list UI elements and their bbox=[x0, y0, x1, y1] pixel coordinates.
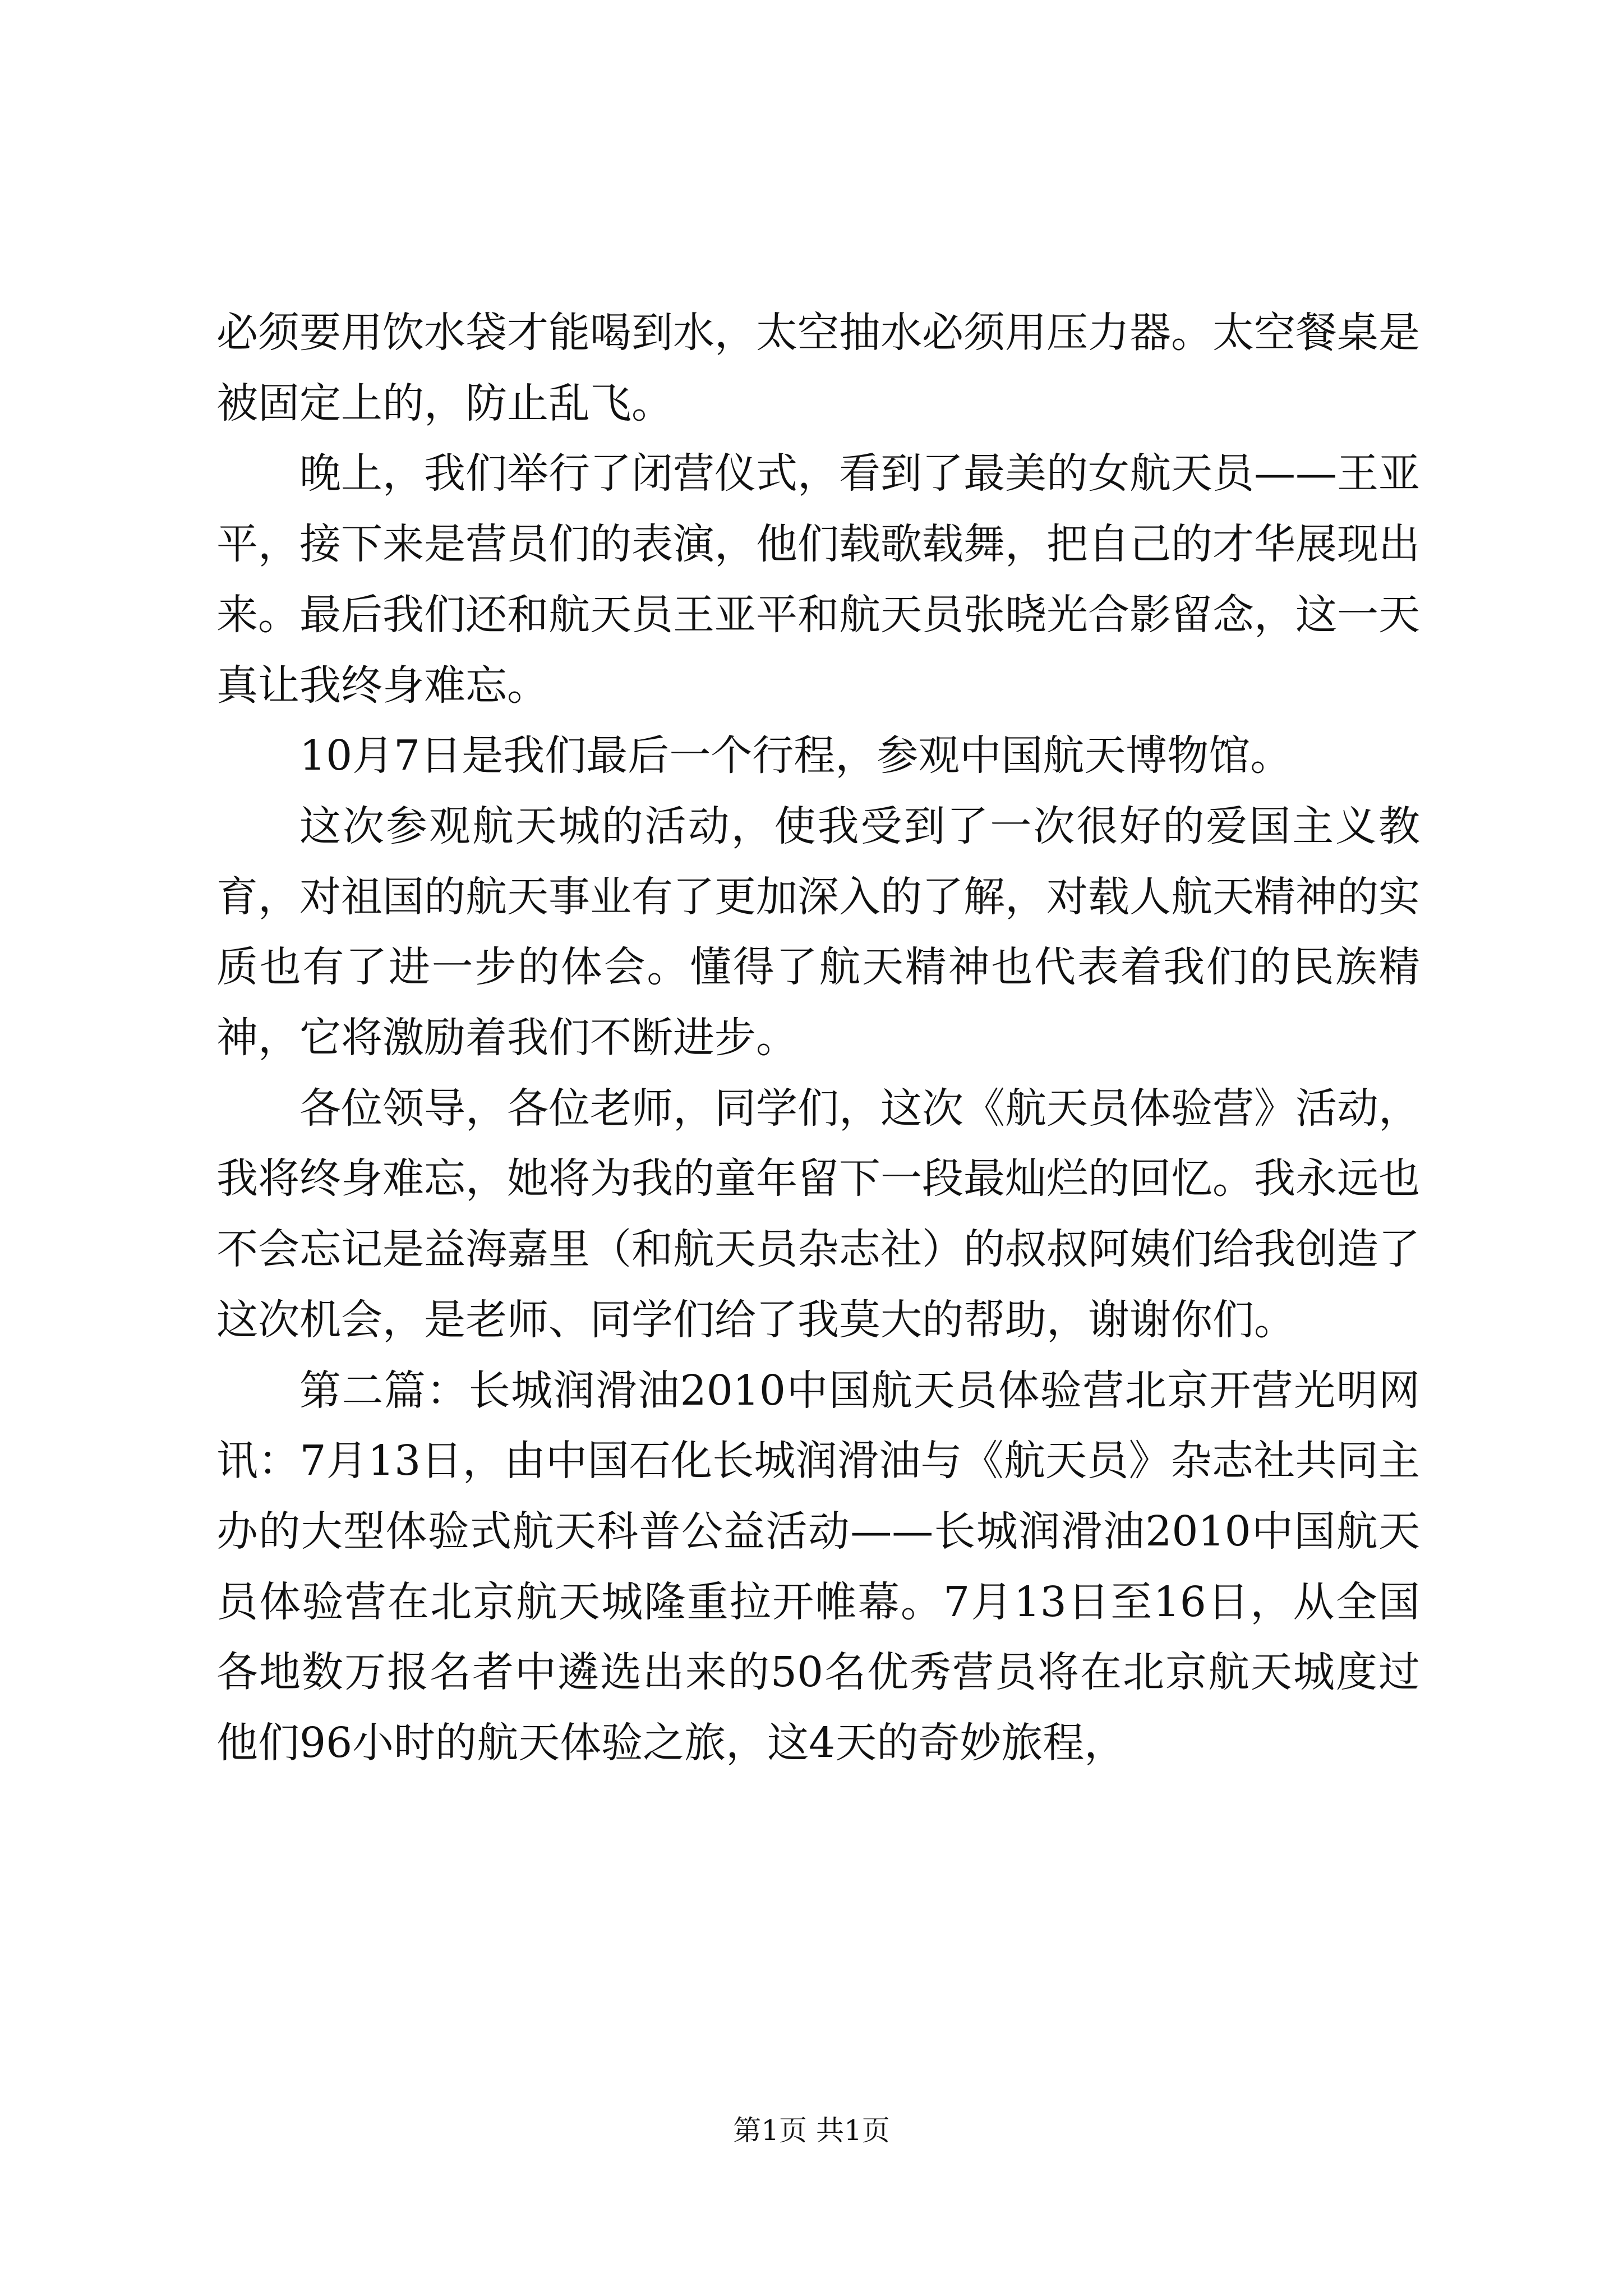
paragraph-5: 各位领导，各位老师，同学们，这次《航天员体验营》活动，我将终身难忘，她将为我的童年留下一段最灿烂的回忆。我永远也不会忘记是益海嘉里（和航天员杂志社）的叔叔阿姨们给我创造了这次机会，是老师、同学们给了我莫大的帮助，谢谢你们。 bbox=[216, 1084, 1420, 1344]
paragraph-1: 必须要用饮水袋才能喝到水，太空抽水必须用压力器。太空餐桌是被固定上的，防止乱飞。 bbox=[216, 309, 1420, 427]
document-body bbox=[216, 298, 1420, 1779]
paragraph-2: 晚上，我们举行了闭营仪式，看到了最美的女航天员——王亚平，接下来是营员们的表演，他们载歌载舞，把自己的才华展现出来。最后我们还和航天员王亚平和航天员张晓光合影留念，这一天真让我终身难忘。 bbox=[216, 449, 1420, 710]
paragraph-4: 这次参观航天城的活动，使我受到了一次很好的爱国主义教育，对祖国的航天事业有了更加深入的了解，对载人航天精神的实质也有了进一步的体会。懂得了航天精神也代表着我们的民族精神，它将激励着我们不断进步。 bbox=[216, 802, 1420, 1062]
paragraph-6: 第二篇：长城润滑油2010中国航天员体验营北京开营光明网讯：7月13日，由中国石化长城润滑油与《航天员》杂志社共同主办的大型体验式航天科普公益活动——长城润滑油2010中国航天员体验营在北京航天城隆重拉开帷幕。7月13日至16日，从全国各地数万报名者中遴选出来的50名优秀营员将在北京航天城度过他们96小时的航天体验之旅，这4天的奇妙旅程， bbox=[216, 1366, 1420, 1768]
page-footer: 第1页 共1页 bbox=[733, 2114, 890, 2147]
paragraph-3: 10月7日是我们最后一个行程，参观中国航天博物馆。 bbox=[299, 731, 1292, 780]
